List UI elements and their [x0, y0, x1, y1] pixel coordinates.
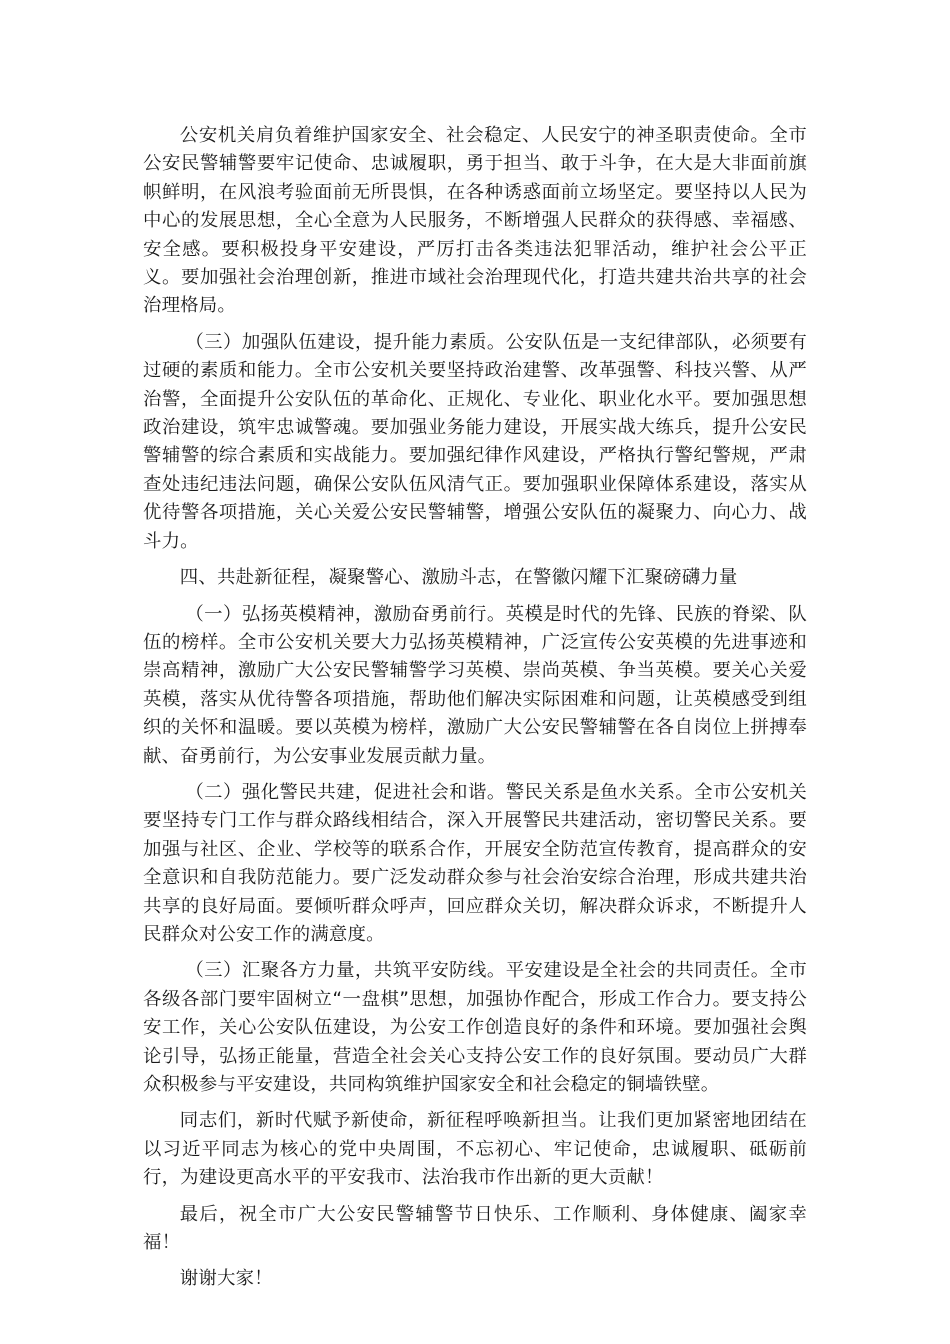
paragraph-comrades: 同志们，新时代赋予新使命，新征程呼唤新担当。让我们更加紧密地团结在以习近平同志为核心的党中央周围，不忘初心、牢记使命，忠诚履职、砥砺前行，为建设更高水平的平安我市、法治我市作出新的更大贡献！ — [143, 1110, 807, 1189]
paragraph-police-civilian: （二）强化警民共建，促进社会和谐。警民关系是鱼水关系。全市公安机关要坚持专门工作与群众路线相结合，深入开展警民共建活动，密切警民关系。要加强与社区、企业、学校等的联系合作，开展安全防范宣传教育，提高群众的安全意识和自我防范能力。要广泛发动群众参与社会治安综合治理，形成共建共治共享的良好局面。要倾听群众呼声，回应群众关切，解决群众诉求，不断提升人民群众对公安工作的满意度。 — [143, 781, 807, 945]
paragraph-joint-forces: （三）汇聚各方力量，共筑平安防线。平安建设是全社会的共同责任。全市各级各部门要牢固树立“一盘棋”思想，加强协作配合，形成工作合力。要支持公安工作，关心公安队伍建设，为公安工作创造良好的条件和环境。要加强社会舆论引导，弘扬正能量，营造全社会关心支持公安工作的良好氛围。要动员广大群众积极参与平安建设，共同构筑维护国家安全和社会稳定的铜墙铁壁。 — [143, 960, 807, 1095]
section-heading-four: 四、共赴新征程，凝聚警心、激励斗志，在警徽闪耀下汇聚磅礴力量 — [179, 567, 738, 589]
paragraph-duty-mission: 公安机关肩负着维护国家安全、社会稳定、人民安宁的神圣职责使命。全市公安民警辅警要牢记使命、忠诚履职，勇于担当、敢于斗争，在大是大非面前旗帜鲜明，在风浪考验面前无所畏惧，在各种诱惑面前立场坚定。要坚持以人民为中心的发展思想，全心全意为人民服务，不断增强人民群众的获得感、幸福感、安全感。要积极投身平安建设，严厉打击各类违法犯罪活动，维护社会公平正义。要加强社会治理创新，推进市域社会治理现代化，打造共建共治共享的社会治理格局。 — [143, 125, 807, 317]
paragraph-team-building: （三）加强队伍建设，提升能力素质。公安队伍是一支纪律部队，必须要有过硬的素质和能力。全市公安机关要坚持政治建警、改革强警、科技兴警、从严治警，全面提升公安队伍的革命化、正规化、专业化、职业化水平。要加强思想政治建设，筑牢忠诚警魂。要加强业务能力建设，开展实战大练兵，提升公安民警辅警的综合素质和实战能力。要加强纪律作风建设，严格执行警纪警规，严肃查处违纪违法问题，确保公安队伍风清气正。要加强职业保障体系建设，落实从优待警各项措施，关心关爱公安民警辅警，增强公安队伍的凝聚力、向心力、战斗力。 — [143, 331, 807, 552]
paragraph-thanks: 谢谢大家！ — [179, 1268, 273, 1290]
paragraph-blessing: 最后，祝全市广大公安民警辅警节日快乐、工作顺利、身体健康、阖家幸福！ — [143, 1203, 807, 1254]
paragraph-hero-spirit: （一）弘扬英模精神，激励奋勇前行。英模是时代的先锋、民族的脊梁、队伍的榜样。全市公安机关要大力弘扬英模精神，广泛宣传公安英模的先进事迹和崇高精神，激励广大公安民警辅警学习英模、崇尚英模、争当英模。要关心关爱英模，落实从优待警各项措施，帮助他们解决实际困难和问题，让英模感受到组织的关怀和温暖。要以英模为榜样，激励广大公安民警辅警在各自岗位上拼搏奉献、奋勇前行，为公安事业发展贡献力量。 — [143, 603, 807, 767]
document-page — [143, 122, 807, 1302]
